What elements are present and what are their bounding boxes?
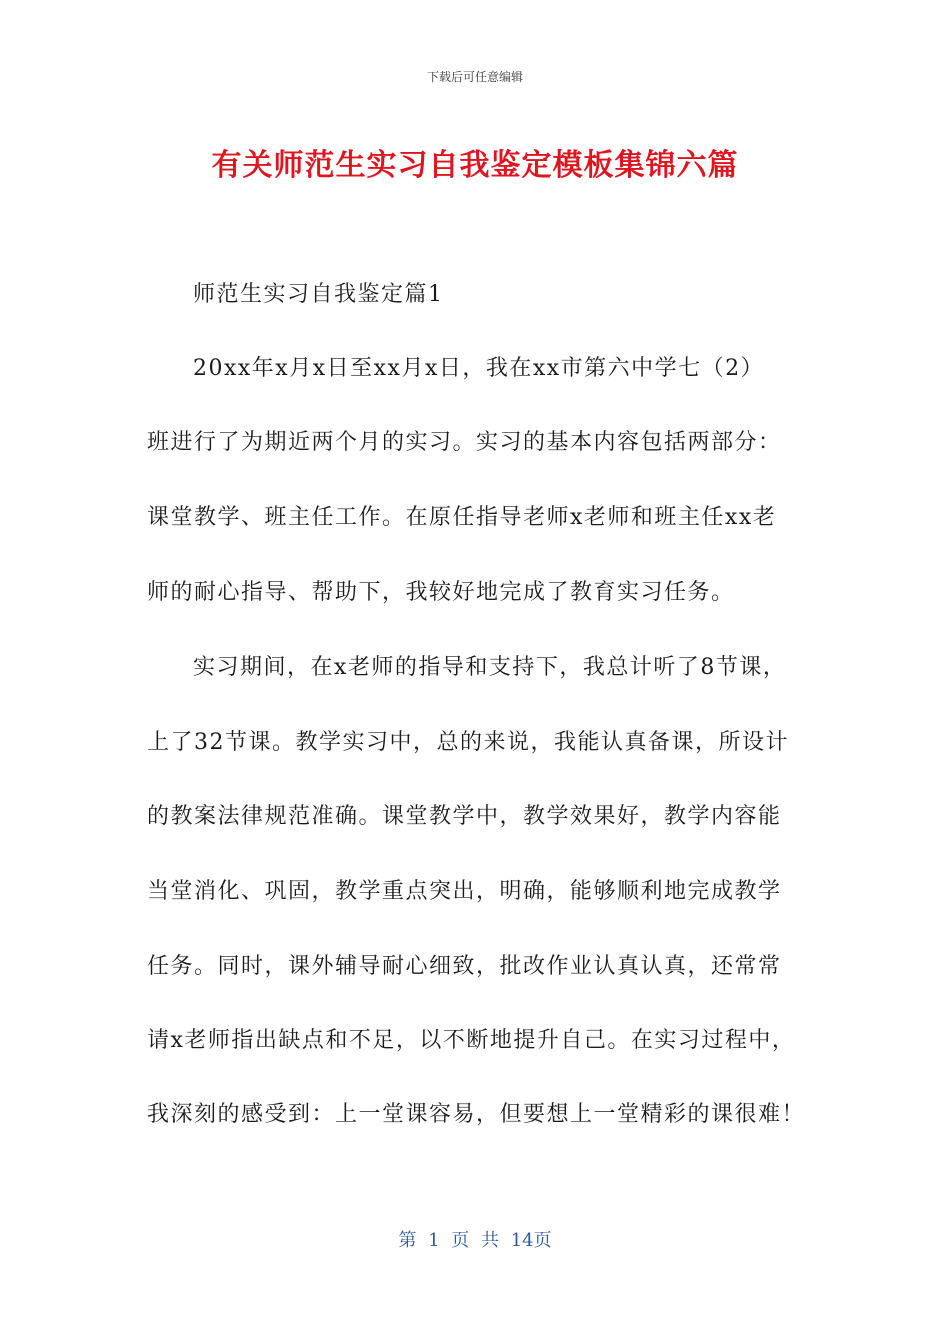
document-title: 有关师范生实习自我鉴定模板集锦六篇 [211, 148, 739, 183]
body-line: 当堂消化、巩固，教学重点突出，明确，能够顺利地完成教学 [147, 879, 782, 904]
body-line: 我深刻的感受到：上一堂课容易，但要想上一堂精彩的课很难！ [147, 1102, 806, 1127]
body-line: 上了32节课。教学实习中，总的来说，我能认真备课，所设计 [147, 730, 789, 755]
body-line: 的教案法律规范准确。课堂教学中，教学效果好，教学内容能 [147, 804, 782, 829]
section-heading: 师范生实习自我鉴定篇1 [193, 282, 444, 307]
body-line: 任务。同时，课外辅导耐心细致，批改作业认真认真，还常常 [147, 954, 782, 979]
body-line: 请x老师指出缺点和不足，以不断地提升自己。在实习过程中， [147, 1028, 796, 1053]
body-line: 实习期间，在x老师的指导和支持下，我总计听了8节课， [193, 655, 787, 680]
body-line: 课堂教学、班主任工作。在原任指导老师x老师和班主任xx老 [147, 505, 777, 530]
body-line: 班进行了为期近两个月的实习。实习的基本内容包括两部分： [147, 430, 782, 455]
body-line: 师的耐心指导、帮助下，我较好地完成了教育实习任务。 [147, 580, 735, 605]
body-line: 20xx年x月x日至xx月x日，我在xx市第六中学七（2） [193, 356, 765, 381]
page-number: 第 1 页 共 14页 [398, 1230, 552, 1251]
header-note: 下载后可任意编辑 [426, 70, 523, 84]
